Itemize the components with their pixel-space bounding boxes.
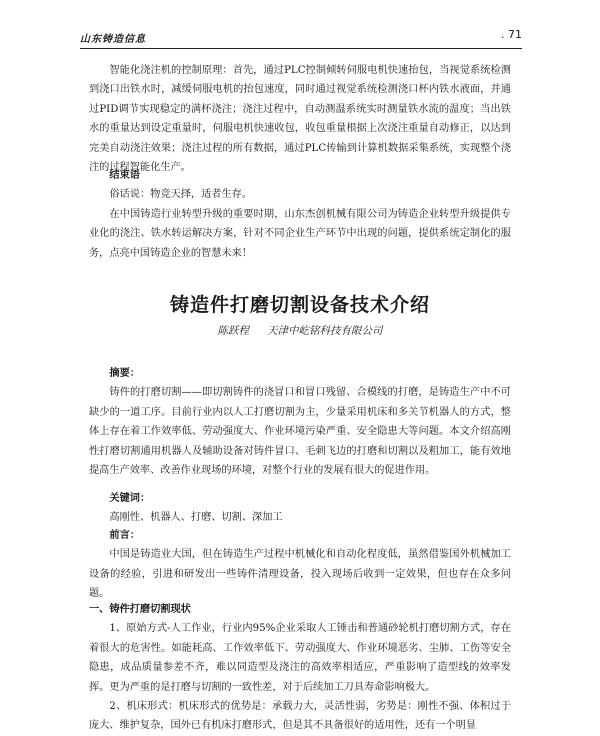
author-affiliation: 天津中屹铭科技有限公司 xyxy=(267,325,383,337)
preface-text: 中国是铸造业大国，但在铸造生产过程中机械化和自动化程度低，虽然借鉴国外机械加工设备的经验，引进和研发出一些铸件清理设备，投入现场后收到一定效果，但也存在众多问题。 xyxy=(89,549,511,600)
section-1-paragraph: 2、机床形式：机床形式的优势是：承载力大，灵活性弱，劣势是：刚性不强、体积过于庞大、维护复杂，国外已有机床打磨形式，但是其不具备很好的适用性，还有一个明显 xyxy=(89,701,511,732)
preface-heading: 前言： xyxy=(109,530,140,541)
abstract-block xyxy=(89,364,511,480)
conclusion-heading: 结束语 xyxy=(109,170,140,181)
article-header xyxy=(89,290,511,338)
section-1 xyxy=(89,600,511,736)
section-1-paragraph: 1、原始方式-人工作业，行业内95%企业采取人工锤击和普通砂轮机打磨切割方式，存在着很大的危害性。如能耗高、工作效率低下、劳动强度大、作业环境恶劣、尘肺、工伤等安全隐患，成品质量参差不齐，难以同造型及浇注的高效率相适应，严重影响了造型线的效率发挥。更为严重的是打磨与切割的一致性差，对于后续加工刀具寿命影响极大。 xyxy=(89,623,511,693)
preface-block xyxy=(89,526,511,604)
journal-name: 山东铸造信息 xyxy=(80,34,146,45)
page-number: . 71 xyxy=(501,28,522,41)
keywords-text: 高刚性、机器人、打磨、切割、深加工 xyxy=(109,512,283,524)
conclusion-paragraph: 俗话说：物竞天择，适者生存。 xyxy=(109,189,253,201)
abstract-heading: 摘要： xyxy=(109,368,140,379)
running-header xyxy=(80,28,522,49)
intro-block xyxy=(89,61,511,177)
intro-paragraph: 智能化浇注机的控制原理：首先，通过PLC控制倾转伺服电机快速抬包，当视觉系统检测到浇口出铁水时，减缓伺服电机的抬包速度，同时通过视觉系统检测浇口杯内铁水液面，并通过PID调节实现稳定的满杯浇注；浇注过程中，自动测温系统实时测量铁水流的温度；当出铁水的重量达到设定重量时，伺服电机快速收包，收包重量根据上次浇注重量自动修正，以达到完美自动浇注效果；浇注过程的所有数据，通过PLC传输到计算机数据采集系统，实现整个浇注的过程智能化生产。 xyxy=(89,65,511,174)
conclusion-paragraph: 在中国铸造行业转型升级的重要时期，山东杰创机械有限公司为铸造企业转型升级提供专业化的浇注、铁水转运解决方案，针对不同企业生产环节中出现的问题，提供系统定制化的服务，点亮中国铸造企业的智慧未来！ xyxy=(89,208,511,259)
keywords-block xyxy=(89,489,511,528)
keywords-heading: 关键词： xyxy=(109,493,151,504)
author-name: 陈跃程 xyxy=(217,325,249,337)
abstract-text: 铸件的打磨切割——即切割铸件的浇冒口和冒口残留、合模线的打磨，是铸造生产中不可缺少的一道工序。目前行业内以人工打磨切割为主，少量采用机床和多关节机器人的方式，整体上存在着工作效率低、劳动强度大、作业环境污染严重、安全隐患大等问题。本文介绍高刚性打磨切割通用机器人及辅助设备对铸件冒口、毛刺飞边的打磨和切割以及粗加工，能有效地提高生产效率、改善作业现场的环境，对整个行业的发展有很大的促进作用。 xyxy=(89,387,511,477)
section-1-heading: 一、铸件打磨切割现状 xyxy=(89,604,191,615)
conclusion-block xyxy=(89,166,511,263)
article-title: 铸造件打磨切割设备技术介绍 xyxy=(169,294,430,316)
article-byline xyxy=(89,323,511,338)
